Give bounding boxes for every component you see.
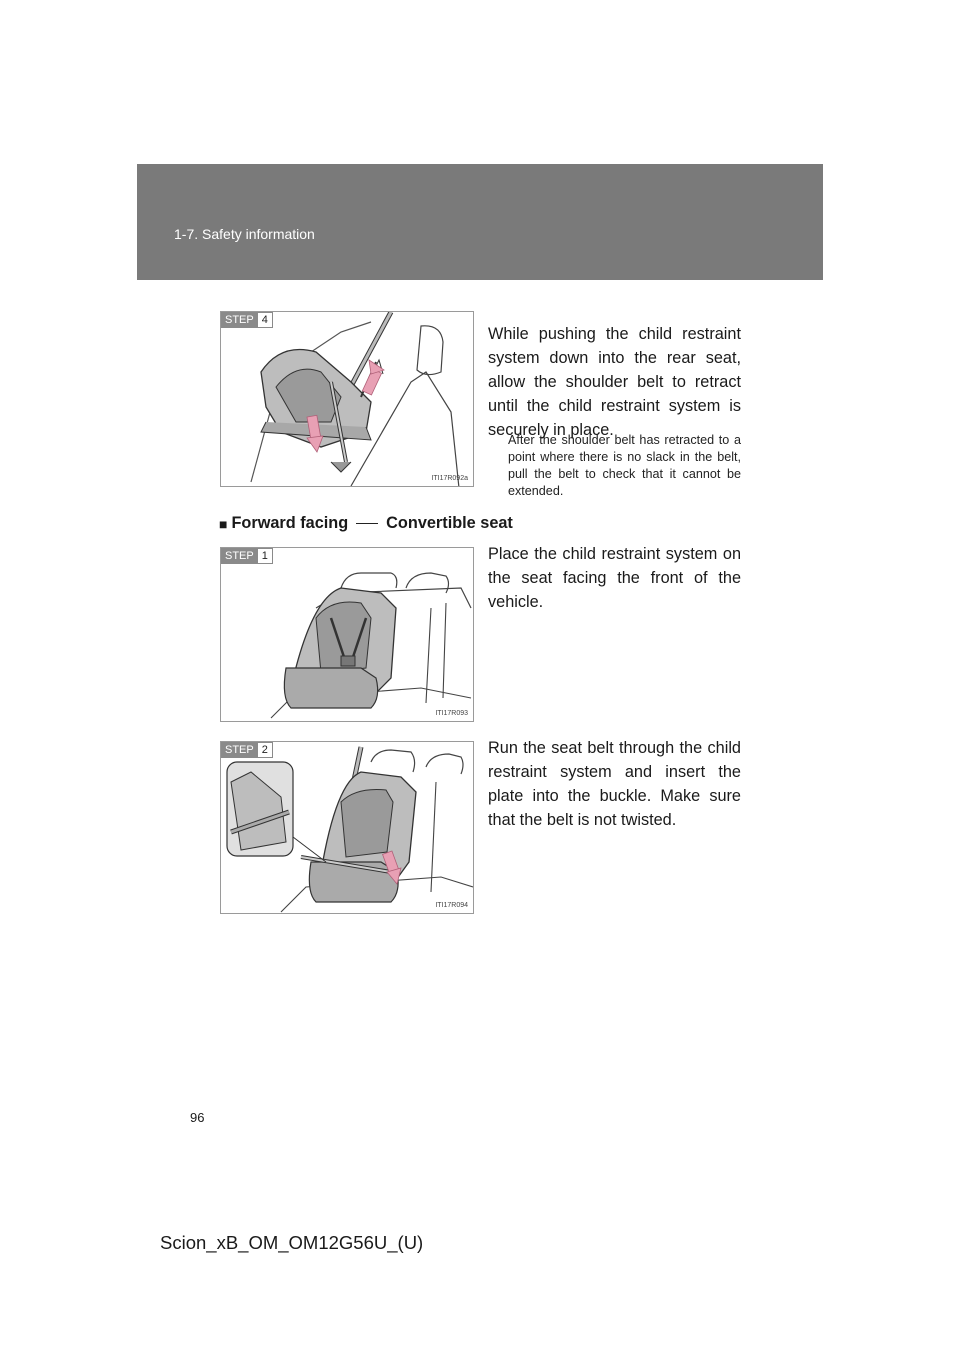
step-4-note: After the shoulder belt has retracted to a point where there is no slack in the belt, pull the belt to check that it cannot be extended. xyxy=(508,433,741,498)
step-number: 1 xyxy=(258,548,273,564)
document-code: Scion_xB_OM_OM12G56U_(U) xyxy=(160,1232,424,1253)
step-word: STEP xyxy=(221,742,258,758)
em-dash xyxy=(356,523,378,524)
rear-facing-seat-illustration xyxy=(221,312,474,487)
step-badge xyxy=(221,742,273,758)
figure-code: ITI17R093 xyxy=(435,710,468,717)
step-2-instruction: Run the seat belt through the child restraint system and insert the plate into the buckle. Make sure that the belt is not twisted. xyxy=(488,739,741,829)
figure-step-4 xyxy=(220,311,474,487)
subheading-forward-facing xyxy=(219,514,513,533)
subheading-part-2: Convertible seat xyxy=(386,514,513,532)
step-number: 4 xyxy=(258,312,273,328)
step-word: STEP xyxy=(221,312,258,328)
step-1-instruction: Place the child restraint system on the seat facing the front of the vehicle. xyxy=(488,545,741,611)
subheading-part-1: Forward facing xyxy=(231,514,349,532)
section-header-bar xyxy=(137,164,823,280)
step-word: STEP xyxy=(221,548,258,564)
figure-code: ITI17R094 xyxy=(435,902,468,909)
subheading-bullet: ■ xyxy=(219,515,228,532)
step-number: 2 xyxy=(258,742,273,758)
page-number: 96 xyxy=(190,1110,205,1125)
section-title: 1-7. Safety information xyxy=(174,226,315,242)
figure-step-1 xyxy=(220,547,474,722)
figure-code: ITI17R092a xyxy=(431,475,468,482)
belt-routing-illustration xyxy=(221,742,474,914)
step-4-instruction: While pushing the child restraint system down into the rear seat, allow the shoulder belt to retract until the child restraint system is securely in place. xyxy=(488,325,741,439)
forward-facing-seat-illustration xyxy=(221,548,474,722)
step-badge xyxy=(221,548,273,564)
step-badge xyxy=(221,312,273,328)
figure-step-2 xyxy=(220,741,474,914)
